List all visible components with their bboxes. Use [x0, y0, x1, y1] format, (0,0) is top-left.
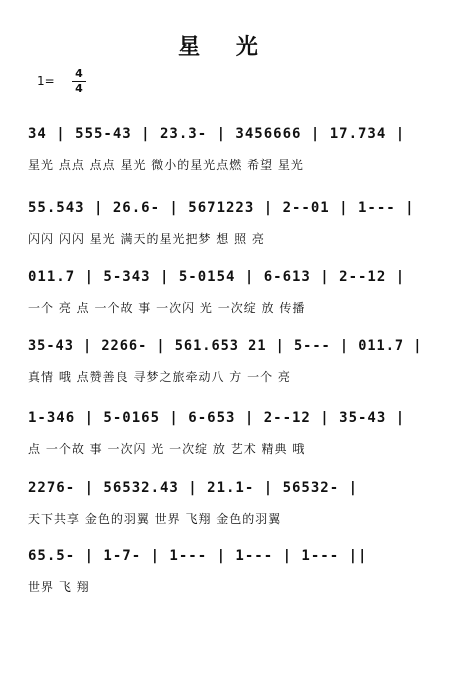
time-signature-top: 4 — [75, 67, 83, 80]
time-signature-bottom: 4 — [75, 82, 83, 95]
notation-text: 2276- | 56532.43 | 21.1- | 56532- | — [28, 480, 359, 496]
lyrics-line: 星光 点点 点点 星光 微小的星光点燃 希望 星光 — [28, 158, 304, 172]
notes-line — [28, 263, 422, 293]
time-signature — [72, 68, 86, 95]
notation-text: 011.7 | 5-343 | 5-0154 | 6-613 | 2--12 | — [28, 269, 406, 285]
notes-line — [28, 332, 422, 362]
song-title: 星 光 — [178, 34, 272, 60]
lyrics-line: 一个 亮 点 一个故 事 一次闪 光 一次绽 放 传播 — [28, 301, 306, 315]
score-row-1 — [28, 120, 422, 180]
notes-line — [28, 542, 422, 572]
key-signature: 1= — [37, 74, 55, 88]
score-row-2 — [28, 194, 422, 254]
score-row-3 — [28, 263, 422, 323]
notation-text: 65.5- | 1-7- | 1--- | 1--- | 1--- || — [28, 548, 368, 564]
score-row-7 — [28, 542, 422, 602]
score-row-5 — [28, 404, 422, 464]
lyrics-line: 世界 飞 翔 — [28, 580, 90, 594]
lyrics-line: 闪闪 闪闪 星光 满天的星光把梦 想 照 亮 — [28, 232, 265, 246]
score-row-6 — [28, 474, 422, 534]
notation-text: 34 | 555-43 | 23.3- | 3456666 | 17.734 | — [28, 126, 406, 142]
score-row-4 — [28, 332, 422, 392]
notes-line — [28, 404, 422, 434]
notes-line — [28, 474, 422, 504]
lyrics-line: 点 一个故 事 一次闪 光 一次绽 放 艺术 精典 哦 — [28, 442, 306, 456]
lyrics-line: 真情 哦 点赞善良 寻梦之旅牵动八 方 一个 亮 — [28, 370, 291, 384]
notes-line — [28, 120, 422, 150]
notes-line — [28, 194, 422, 224]
notation-text: 35-43 | 2266- | 561.653 21 | 5--- | 011.7 | — [28, 338, 423, 354]
notation-text: 1-346 | 5-0165 | 6-653 | 2--12 | 35-43 | — [28, 410, 406, 426]
notation-text: 55.543 | 26.6- | 5671223 | 2--01 | 1--- | — [28, 200, 415, 216]
lyrics-line: 天下共享 金色的羽翼 世界 飞翔 金色的羽翼 — [28, 512, 282, 526]
